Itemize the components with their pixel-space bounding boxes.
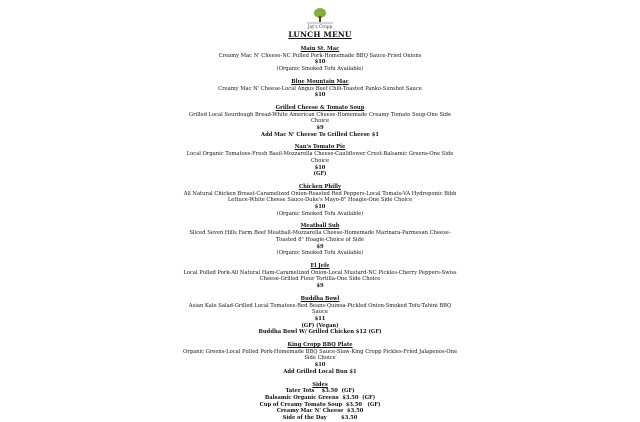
item-addon: Add Mac N' Cheese To Grilled Cheese $1 xyxy=(261,131,379,138)
item-description: Organic Greens-Local Pulled Pork-Homemade BBQ Sauce-Slaw-King Cropp Pickles-Fried Jalapenos-One Side Choice xyxy=(182,348,458,362)
item-note: (GF) (Vegan) xyxy=(301,322,339,329)
item-price: $10 xyxy=(314,92,326,99)
item-name: Blue Mountain Mac xyxy=(291,78,349,85)
item-name: Grilled Cheese & Tomato Soup xyxy=(275,104,365,111)
item-price: $9 xyxy=(316,243,324,250)
item-note: (Organic Smoked Tofu Available) xyxy=(276,66,364,73)
side-item: Balsamic Organic Greens $3.50 (GF) xyxy=(264,394,376,401)
menu-item xyxy=(180,263,460,290)
item-note: (GF) xyxy=(313,171,327,178)
item-description: Grilled Local Sourdough Bread-White American Cheese-Homemade Creamy Tomato Soup-One Side Choice xyxy=(188,111,452,125)
item-price: $9 xyxy=(316,283,324,290)
item-addon: Add Grilled Local Bun $1 xyxy=(283,368,357,375)
side-item: Creamy Mac N' Cheese $3.50 xyxy=(276,408,364,415)
item-description: Local Pulled Pork-All Natural Ham-Caramelized Onion-Local Mustard-NC Pickles-Cherry Peppers-Swiss Cheese-Grilled Flour Tortilla-One Side Choice xyxy=(183,269,457,283)
item-addon: Buddha Bowl W/ Grilled Chicken $12 (GF) xyxy=(258,329,382,336)
menu-item xyxy=(180,46,460,73)
menu-item xyxy=(180,184,460,218)
item-name: El Jefe xyxy=(310,262,330,269)
sides-title: Sides xyxy=(312,381,328,388)
item-name: Buddha Bowl xyxy=(300,295,340,302)
menu-title: LUNCH MENU xyxy=(288,30,352,39)
sides-section xyxy=(180,382,460,422)
item-description: Local Organic Tomatoes-Fresh Basil-Mozzarella Cheese-Cauliflower Crust-Balsamic Greens-One Side Choice xyxy=(186,151,454,164)
menu-item xyxy=(180,296,460,336)
item-note: (Organic Smoked Tofu Available) xyxy=(276,250,364,257)
item-price: $10 xyxy=(314,164,326,171)
menu-item xyxy=(180,342,460,376)
side-item: Side of the Day $3.50 xyxy=(282,415,358,422)
item-price: $9 xyxy=(316,125,324,132)
item-description: Creamy Mac N' Cheese-Local Angus Beef Chili-Toasted Panko-Sunshot Sauce xyxy=(218,85,422,92)
item-name: Chicken Philly xyxy=(298,183,342,190)
item-price: $10 xyxy=(314,204,326,211)
item-name: Main St. Mac xyxy=(300,46,340,52)
item-description: Creamy Mac N' Cheese-NC Pulled Pork-Homemade BBQ Sauce-Fried Onions xyxy=(218,52,422,59)
restaurant-logo xyxy=(299,6,341,30)
item-price: $10 xyxy=(314,59,326,66)
menu-item xyxy=(180,223,460,257)
menu-item xyxy=(180,79,460,99)
menu-item xyxy=(180,144,460,178)
side-item: Tater Tots $3.50 (GF) xyxy=(285,388,355,395)
item-price: $11 xyxy=(314,315,326,322)
item-note: (Organic Smoked Tofu Available) xyxy=(276,210,364,217)
item-name: Nan's Tomato Pie xyxy=(294,144,346,151)
side-item: Cup of Creamy Tomato Soup $3.50 (GF) xyxy=(259,401,381,408)
item-description: Sliced Seven Hills Farm Beef Meatball-Mozzarella Cheese-Homemade Marinara-Parmesan Cheese-Toasted 8" Hoagie-Choice of Side xyxy=(189,230,451,243)
item-description: Asian Kale Salad-Grilled Local Tomatoes-Red Beans-Quinoa-Pickled Onion-Smoked Tofu-Tahini BBQ Sauce xyxy=(188,302,452,316)
item-name: King Cropp BBQ Plate xyxy=(287,342,353,349)
item-description: All Natural Chicken Breast-Caramelized Onion-Roasted Red Peppers-Local Tomato-VA Hydroponic Bibb Lettuce-White Cheese Sauce-Duke's Mayo-8" Hoagie-One Side Choice xyxy=(183,190,457,204)
menu-item xyxy=(180,105,460,139)
logo-text: Jay's Cropp xyxy=(307,24,333,29)
item-price: $10 xyxy=(314,362,326,369)
menu-list xyxy=(180,46,460,422)
item-name: Meatball Sub xyxy=(300,223,340,230)
